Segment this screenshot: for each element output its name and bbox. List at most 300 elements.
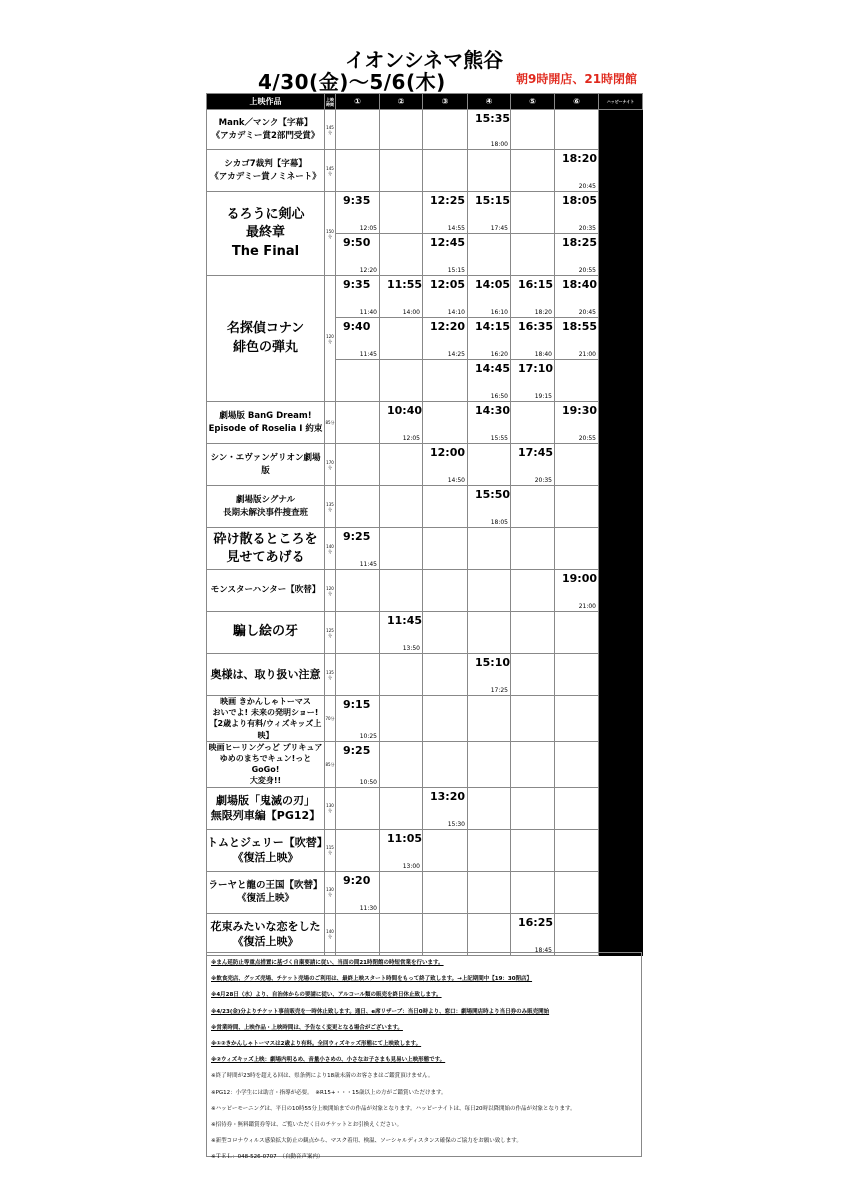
- showtime-cell: [555, 654, 599, 696]
- start-time: 14:30: [475, 404, 511, 417]
- showtime-cell: [468, 318, 511, 360]
- showtime-cell: [468, 360, 511, 402]
- schedule-row: [207, 913, 643, 955]
- start-time: 15:35: [475, 112, 511, 125]
- showtime-cell: [468, 696, 511, 742]
- showtime-cell: [336, 318, 380, 360]
- note-line: ※終了時間が23時を超える回は、県条例により18歳未満のお客さまはご鑑賞頂けません。: [211, 1073, 434, 1080]
- happy-night-cell: [599, 192, 643, 234]
- end-time: 12:05: [359, 225, 377, 232]
- note-line: ※ＴＥＬ：048-526-0707 （自動音声案内）: [211, 1154, 324, 1161]
- showtime-cell: [380, 612, 423, 654]
- showtime-cell: [423, 318, 468, 360]
- header-movie: 上映作品: [207, 94, 325, 110]
- movie-title: [207, 192, 325, 276]
- note-line: ※PG12：小学生には助言・指導が必要。 ※R15+・・・15歳以上の方がご鑑賞いただけます。: [211, 1089, 447, 1096]
- movie-duration: 150分: [325, 192, 336, 276]
- schedule-row: [207, 486, 643, 528]
- showtime-cell: [380, 871, 423, 913]
- showtime-cell: [555, 741, 599, 787]
- start-time: 18:55: [562, 320, 598, 333]
- start-time: 13:20: [430, 789, 466, 803]
- movie-title-line: 《復活上映》: [232, 935, 299, 948]
- showtime-cell: [336, 913, 380, 955]
- movie-title-line: 【2歳より有料/ウィズキッズ上映】: [209, 719, 322, 740]
- showtime-cell: [423, 486, 468, 528]
- start-time: 11:45: [387, 614, 423, 627]
- movie-duration: 120分: [325, 276, 336, 402]
- happy-night-cell: [599, 829, 643, 871]
- end-time: 15:30: [447, 820, 465, 828]
- showtime-cell: [555, 234, 599, 276]
- movie-title-line: 最終章: [245, 225, 285, 241]
- showtime-cell: [423, 276, 468, 318]
- header-duration: 上映時間: [325, 94, 336, 110]
- showtime-cell: [380, 570, 423, 612]
- movie-title-line: 劇場版 BanG Dream!: [219, 411, 312, 422]
- showtime-cell: [380, 318, 423, 360]
- showtime-cell: [380, 402, 423, 444]
- note-line: ※まん延防止等重点措置に基づく自粛要請に従い、当面の間21時閉館の時短営業を行います。: [211, 960, 444, 966]
- movie-title-line: 大変身!!: [249, 776, 282, 786]
- movie-title: [207, 402, 325, 444]
- start-time: 17:45: [518, 446, 554, 459]
- showtime-cell: [336, 444, 380, 486]
- end-time: 15:55: [490, 435, 508, 442]
- showtime-cell: [511, 528, 555, 570]
- end-time: 14:50: [447, 477, 465, 484]
- movie-duration: 70分: [325, 696, 336, 742]
- showtime-cell: [468, 150, 511, 192]
- movie-duration: 120分: [325, 570, 336, 612]
- note-line: ※4月28日（水）より、自治体からの要請に従い、アルコール類の販売を終日休止致します。: [211, 992, 442, 999]
- showtime-cell: [555, 570, 599, 612]
- showtime-cell: [468, 192, 511, 234]
- start-time: 10:40: [387, 404, 423, 417]
- showtime-cell: [511, 696, 555, 742]
- note-line: ※①②きかんしゃトーマスは2歳より有料。全回ウィズキッズ形態にて上映致します。: [211, 1041, 422, 1048]
- end-time: 18:05: [490, 519, 508, 526]
- movie-title: [207, 913, 325, 955]
- movie-title-line: ラーヤと龍の王国【吹替】: [208, 879, 323, 891]
- end-time: 18:20: [534, 309, 552, 316]
- showtime-cell: [380, 234, 423, 276]
- showtime-cell: [380, 696, 423, 742]
- movie-title: [207, 150, 325, 192]
- showtime-cell: [423, 110, 468, 150]
- movie-title-line: おいでよ! 未来の発明ショー!: [212, 708, 319, 718]
- showtime-cell: [555, 318, 599, 360]
- showtime-cell: [380, 444, 423, 486]
- movie-title: [207, 829, 328, 871]
- showtime-cell: [468, 570, 511, 612]
- header-screen-3: ③: [423, 94, 468, 110]
- schedule-row: [207, 570, 643, 612]
- movie-title-line: ゆめのまちでキュン!っとGoGo!: [219, 753, 312, 775]
- movie-duration: 145分: [325, 150, 336, 192]
- end-time: 13:50: [402, 645, 420, 652]
- showtime-cell: [511, 913, 555, 955]
- showtime-cell: [423, 402, 468, 444]
- happy-night-cell: [599, 528, 643, 570]
- movie-title: [207, 654, 325, 696]
- happy-night-cell: [599, 913, 643, 955]
- showtime-cell: [511, 741, 555, 787]
- showtime-cell: [336, 402, 380, 444]
- note-line: ※ハッピーモーニングは、平日の10時55分上映開始までの作品が対象となります。ハッピーナイトは、毎日20時以降開始の作品が対象となります。: [211, 1105, 576, 1112]
- schedule-row: [207, 871, 643, 913]
- note-line: ※新型コロナウィルス感染拡大防止の観点から、マスク着用、検温、ソーシャルディスタンス確保のご協力をお願い致します。: [211, 1138, 522, 1145]
- showtime-cell: [423, 192, 468, 234]
- movie-title-line: 《復活上映》: [236, 893, 294, 904]
- movie-title-line: 映画ヒーリングっど プリキュア: [208, 742, 323, 752]
- start-time: 9:25: [343, 743, 371, 757]
- movie-title-line: 騙し絵の牙: [232, 624, 298, 640]
- movie-title: [207, 871, 325, 913]
- showtime-cell: [423, 444, 468, 486]
- showtime-cell: [336, 871, 380, 913]
- showtime-cell: [336, 787, 380, 829]
- header-screen-6: ⑥: [555, 94, 599, 110]
- showtime-cell: [336, 276, 380, 318]
- happy-night-cell: [599, 402, 643, 444]
- movie-duration: 115分: [325, 829, 336, 871]
- showtime-cell: [380, 360, 423, 402]
- movie-title: [207, 486, 325, 528]
- start-time: 9:15: [343, 698, 371, 711]
- notes-box: [206, 952, 642, 1161]
- movie-title: [207, 612, 325, 654]
- start-time: 16:25: [518, 915, 554, 929]
- movie-title-line: Mank／マンク【字幕】: [218, 118, 313, 129]
- showtime-cell: [555, 913, 599, 955]
- movie-title-line: 《復活上映》: [232, 851, 299, 864]
- movie-title-line: 緋色の弾丸: [232, 339, 298, 355]
- movie-title-line: シン・エヴァンゲリオン劇場版: [210, 453, 321, 476]
- happy-night-cell: [599, 276, 643, 318]
- showtime-cell: [468, 276, 511, 318]
- start-time: 19:30: [562, 404, 598, 417]
- showtime-cell: [336, 654, 380, 696]
- note-line: ※飲食売店、グッズ売場、チケット売場のご利用は、最終上映スタート時間をもって終了致します。→上記期間中【19：30閉店】: [211, 976, 533, 983]
- showtime-cell: [468, 829, 511, 871]
- showtime-cell: [468, 444, 511, 486]
- end-time: 14:10: [447, 309, 465, 316]
- end-time: 17:45: [490, 225, 508, 232]
- movie-title: [207, 696, 325, 742]
- start-time: 16:15: [518, 278, 554, 291]
- movie-title: [207, 444, 325, 486]
- showtime-cell: [555, 110, 599, 150]
- end-time: 20:35: [534, 477, 552, 484]
- movie-duration: 170分: [325, 444, 336, 486]
- end-time: 21:00: [578, 603, 596, 610]
- showtime-cell: [380, 486, 423, 528]
- schedule-row: [207, 402, 643, 444]
- happy-night-cell: [599, 486, 643, 528]
- showtime-cell: [511, 234, 555, 276]
- showtime-cell: [380, 829, 423, 871]
- showtime-cell: [380, 110, 423, 150]
- showtime-cell: [511, 654, 555, 696]
- showtime-cell: [423, 871, 468, 913]
- start-time: 14:05: [475, 278, 511, 291]
- showtime-cell: [555, 612, 599, 654]
- showtime-cell: [423, 570, 468, 612]
- showtime-cell: [511, 276, 555, 318]
- happy-night-cell: [599, 110, 643, 150]
- movie-title-line: 劇場版シグナル: [236, 495, 295, 506]
- start-time: 9:25: [343, 530, 371, 543]
- showtime-cell: [336, 150, 380, 192]
- showtime-cell: [336, 570, 380, 612]
- start-time: 16:35: [518, 320, 554, 333]
- showtime-cell: [511, 570, 555, 612]
- header-screen-4: ④: [468, 94, 511, 110]
- header-screen-1: ①: [336, 94, 380, 110]
- schedule-row: [207, 276, 643, 318]
- movie-duration: 130分: [325, 787, 336, 829]
- showtime-cell: [468, 741, 511, 787]
- note-line: ※4/23(金)分よりチケット事前販売を一時休止致します。通日、e席リザーブ：当日0時より、窓口：劇場開店時より当日券のみ販売開始: [211, 1008, 550, 1015]
- movie-title-line: 見せてあげる: [226, 549, 305, 565]
- end-time: 17:25: [490, 687, 508, 694]
- movie-title-line: 長期未解決事件捜査班: [222, 507, 308, 518]
- showtime-cell: [555, 276, 599, 318]
- schedule-row: [207, 150, 643, 192]
- end-time: 16:10: [490, 309, 508, 316]
- showtime-cell: [511, 829, 555, 871]
- movie-title-line: 無限列車編【PG12】: [210, 809, 321, 822]
- showtime-cell: [336, 360, 380, 402]
- showtime-cell: [555, 402, 599, 444]
- showtime-cell: [423, 913, 468, 955]
- happy-night-cell: [599, 234, 643, 276]
- showtime-cell: [511, 318, 555, 360]
- start-time: 12:25: [430, 194, 466, 207]
- showtime-cell: [336, 829, 380, 871]
- start-time: 9:20: [343, 873, 371, 887]
- showtime-cell: [468, 528, 511, 570]
- header-screen-2: ②: [380, 94, 423, 110]
- movie-title-line: Episode of Roselia Ⅰ 約束: [208, 423, 323, 434]
- end-time: 11:30: [359, 904, 377, 912]
- movie-title-line: 砕け散るところを: [213, 531, 318, 547]
- showtime-cell: [511, 444, 555, 486]
- happy-night-cell: [599, 741, 643, 787]
- showtime-cell: [511, 150, 555, 192]
- happy-night-cell: [599, 150, 643, 192]
- showtime-cell: [468, 871, 511, 913]
- showtime-cell: [511, 360, 555, 402]
- end-time: 13:00: [402, 862, 420, 870]
- movie-title-line: 劇場版「鬼滅の刃」: [216, 793, 315, 807]
- end-time: 15:15: [447, 267, 465, 274]
- schedule-row: [207, 192, 643, 234]
- start-time: 9:50: [343, 236, 371, 249]
- start-time: 9:35: [343, 278, 371, 291]
- end-time: 20:55: [578, 267, 596, 274]
- start-time: 18:05: [562, 194, 598, 207]
- showtime-cell: [336, 528, 380, 570]
- showtime-cell: [468, 913, 511, 955]
- showtime-cell: [423, 787, 468, 829]
- showtime-cell: [380, 913, 423, 955]
- showtime-cell: [555, 486, 599, 528]
- showtime-cell: [468, 486, 511, 528]
- movie-title-line: 《アカデミー賞ノミネート》: [210, 171, 321, 182]
- showtime-cell: [380, 741, 423, 787]
- start-time: 18:40: [562, 278, 598, 291]
- showtime-cell: [380, 150, 423, 192]
- movie-duration: 135分: [325, 654, 336, 696]
- start-time: 11:05: [387, 831, 423, 845]
- showtime-cell: [511, 612, 555, 654]
- header-happy-night: ハッピーナイト: [599, 94, 643, 110]
- start-time: 18:20: [562, 152, 598, 165]
- showtime-cell: [555, 871, 599, 913]
- happy-night-cell: [599, 787, 643, 829]
- showtime-cell: [380, 528, 423, 570]
- showtime-cell: [555, 829, 599, 871]
- end-time: 12:20: [359, 267, 377, 274]
- showtime-cell: [423, 150, 468, 192]
- movie-title-line: モンスターハンター【吹替】: [210, 585, 321, 596]
- showtime-cell: [336, 110, 380, 150]
- showtime-cell: [555, 150, 599, 192]
- happy-night-cell: [599, 318, 643, 360]
- showtime-cell: [380, 276, 423, 318]
- movie-duration: 125分: [325, 612, 336, 654]
- showtime-cell: [423, 829, 468, 871]
- showtime-cell: [468, 402, 511, 444]
- movie-title-line: 《アカデミー賞2部門受賞》: [211, 130, 320, 141]
- end-time: 20:45: [578, 183, 596, 190]
- movie-duration: 145分: [325, 110, 336, 150]
- showtime-cell: [468, 110, 511, 150]
- showtime-cell: [423, 741, 468, 787]
- start-time: 15:50: [475, 488, 511, 501]
- showtime-cell: [511, 871, 555, 913]
- schedule-row: [207, 444, 643, 486]
- showtime-cell: [423, 654, 468, 696]
- movie-title: [207, 276, 325, 402]
- showtime-cell: [555, 696, 599, 742]
- happy-night-cell: [599, 696, 643, 742]
- end-time: 20:35: [578, 225, 596, 232]
- end-time: 11:45: [359, 351, 377, 358]
- start-time: 11:55: [387, 278, 423, 291]
- start-time: 18:25: [562, 236, 598, 249]
- schedule-row: [207, 741, 643, 787]
- start-time: 12:45: [430, 236, 466, 249]
- end-time: 12:05: [402, 435, 420, 442]
- showtime-cell: [511, 787, 555, 829]
- movie-duration: 85分: [325, 741, 336, 787]
- showtime-cell: [423, 528, 468, 570]
- happy-night-cell: [599, 654, 643, 696]
- showtime-cell: [511, 486, 555, 528]
- start-time: 17:10: [518, 362, 554, 375]
- schedule-row: [207, 110, 643, 150]
- showtime-cell: [555, 787, 599, 829]
- end-time: 20:45: [578, 309, 596, 316]
- end-time: 14:55: [447, 225, 465, 232]
- movie-title-line: トムとジェリー【吹替】: [207, 835, 328, 849]
- start-time: 14:45: [475, 362, 511, 375]
- schedule-row: [207, 696, 643, 742]
- start-time: 15:10: [475, 656, 511, 669]
- showtime-cell: [336, 192, 380, 234]
- movie-title-line: 名探偵コナン: [226, 320, 305, 336]
- happy-night-cell: [599, 612, 643, 654]
- end-time: 18:00: [490, 141, 508, 148]
- movie-title-line: The Final: [231, 243, 300, 259]
- end-time: 19:15: [534, 393, 552, 400]
- movie-title: [207, 787, 325, 829]
- start-time: 12:00: [430, 446, 466, 459]
- showtime-cell: [336, 696, 380, 742]
- showtime-cell: [336, 486, 380, 528]
- end-time: 16:20: [490, 351, 508, 358]
- end-time: 16:50: [490, 393, 508, 400]
- showtime-cell: [468, 787, 511, 829]
- end-time: 18:40: [534, 351, 552, 358]
- schedule-row: [207, 829, 643, 871]
- end-time: 10:25: [359, 732, 377, 740]
- end-time: 14:25: [447, 351, 465, 358]
- start-time: 12:20: [430, 320, 466, 333]
- showtime-cell: [511, 110, 555, 150]
- showtime-cell: [468, 612, 511, 654]
- movie-duration: 135分: [325, 486, 336, 528]
- movie-title-line: シカゴ7裁判【字幕】: [224, 159, 307, 170]
- showtime-cell: [468, 234, 511, 276]
- start-time: 14:15: [475, 320, 511, 333]
- cinema-title: イオンシネマ熊谷: [344, 48, 504, 72]
- date-range: 4/30(金)～5/6(木): [258, 70, 446, 94]
- movie-title-line: るろうに剣心: [226, 207, 305, 223]
- schedule-row: [207, 787, 643, 829]
- note-line: ※招待券・無料鑑賞券等は、ご覧いただく日のチケットとお引換えください。: [211, 1122, 403, 1129]
- showtime-cell: [423, 234, 468, 276]
- start-time: 9:40: [343, 320, 371, 333]
- showtime-cell: [511, 402, 555, 444]
- happy-night-cell: [599, 871, 643, 913]
- start-time: 12:05: [430, 278, 466, 291]
- movie-title: [207, 528, 325, 570]
- movie-duration: 85分: [325, 402, 336, 444]
- showtime-cell: [336, 612, 380, 654]
- showtime-cell: [380, 787, 423, 829]
- end-time: 10:50: [359, 778, 377, 786]
- showtime-cell: [336, 741, 380, 787]
- movie-duration: 140分: [325, 913, 336, 955]
- end-time: 11:45: [359, 561, 377, 568]
- schedule-row: [207, 528, 643, 570]
- showtime-cell: [555, 360, 599, 402]
- showtime-cell: [468, 654, 511, 696]
- showtime-cell: [380, 654, 423, 696]
- happy-night-cell: [599, 444, 643, 486]
- showtime-cell: [423, 696, 468, 742]
- showtime-cell: [511, 192, 555, 234]
- note-line: ※営業時間、上映作品・上映時間は、予告なく変更となる場合がございます。: [211, 1024, 403, 1031]
- showtime-cell: [555, 444, 599, 486]
- movie-title: [207, 570, 325, 612]
- end-time: 14:00: [402, 309, 420, 316]
- opening-hours: 朝9時開店、21時閉館: [516, 72, 638, 86]
